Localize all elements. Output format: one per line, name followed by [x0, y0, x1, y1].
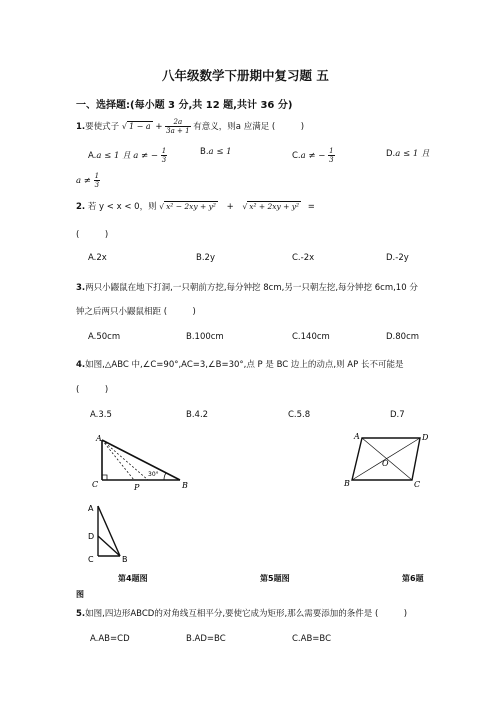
- question-2-plus: +: [226, 202, 234, 212]
- question-5-number: 5.: [76, 609, 86, 619]
- question-3-option-c[interactable]: C.140cm: [292, 332, 330, 342]
- fig4-label-a: A: [96, 434, 102, 443]
- fig6-label-d: D: [88, 532, 95, 541]
- question-3-option-b[interactable]: B.100cm: [186, 332, 224, 342]
- question-2-option-b[interactable]: B.2y: [196, 253, 215, 263]
- option-c-label: C.: [292, 151, 301, 161]
- question-3-option-a[interactable]: A.50cm: [88, 332, 121, 342]
- question-3-line-2: 钟之后两只小鼹鼠相距 ( ): [76, 307, 196, 317]
- fig5-label-o: O: [382, 459, 389, 468]
- question-2-option-d[interactable]: D.-2y: [386, 253, 409, 263]
- fig5-label-b: B: [344, 479, 350, 488]
- question-2-rad2: x² + 2xy + y²: [249, 202, 300, 211]
- frac-one: 1: [329, 147, 334, 155]
- question-1-option-d-cont: [76, 172, 100, 189]
- option-d-cont-text: a ≠: [76, 176, 91, 186]
- question-4-text-1: 如图,△ABC 中,∠C=90°,AC=3,∠B=30°,点 P 是 BC 边上的动点,则 AP 长不可能是: [85, 360, 404, 370]
- frac-one: 1: [161, 147, 167, 155]
- caption-figure-4: 第4题图: [118, 574, 148, 583]
- question-1-radicand: 1 − a: [128, 122, 151, 131]
- figure-6-triangle: [78, 500, 148, 572]
- frac-three: 3: [329, 156, 334, 164]
- question-2-paren: ( ): [76, 230, 109, 240]
- frac-three: 3: [94, 181, 100, 189]
- page-title: 八年级数学下册期中复习题 五: [162, 68, 329, 83]
- fig6-label-c: C: [88, 555, 94, 564]
- fig5-label-c: C: [414, 480, 421, 489]
- option-b-text: a ≤ 1: [208, 147, 232, 157]
- question-4-option-d[interactable]: D.7: [390, 410, 405, 420]
- question-2-number: 2.: [76, 202, 86, 212]
- question-1-stem: 1.要使式子 √ 1 − a + $\frac{2a}{3a + 1}$ 有意义，则a 应满足 ( ): [76, 118, 305, 135]
- question-2-stem: 2. 若 y < x < 0，则 √ x² − 2xy + y² + √ x² + 2xy + y² =: [76, 202, 315, 212]
- question-1-frac-den: 3a + 1: [166, 127, 190, 135]
- figure-4-triangle: [88, 432, 198, 492]
- caption-figure-6: 第6题: [402, 574, 424, 583]
- option-c-text: a ≠ −: [300, 151, 326, 161]
- option-d-text: a ≤ 1 且: [395, 149, 430, 159]
- caption-figure-5: 第5题图: [260, 574, 290, 583]
- question-1-plus: +: [155, 122, 163, 132]
- question-3-option-d[interactable]: D.80cm: [386, 332, 420, 342]
- side-ab: [102, 440, 180, 480]
- question-2-pre: 若 y < x < 0，则: [87, 202, 157, 212]
- frac-three: 3: [161, 156, 167, 164]
- segment-db: [98, 536, 120, 556]
- fig6-label-b: B: [122, 555, 128, 564]
- question-1-number: 1.: [76, 122, 86, 132]
- question-5-line-1: [76, 607, 407, 619]
- question-5-option-c[interactable]: C.AB=BC: [292, 634, 332, 644]
- caption-figure-6-cont: 图: [76, 590, 84, 599]
- question-2-option-a[interactable]: A.2x: [88, 253, 107, 263]
- option-a-text: a ≤ 1 且 a ≠ −: [96, 151, 158, 161]
- question-2-option-c[interactable]: C.-2x: [292, 253, 315, 263]
- question-4-paren: ( ): [76, 385, 109, 395]
- question-4-option-b[interactable]: B.4.2: [186, 410, 209, 420]
- angle-arc: [164, 473, 166, 480]
- question-3-text-1: 两只小鼹鼠在地下打洞,一只朝前方挖,每分钟挖 8cm,另一只朝左挖,每分钟挖 6cm,10 分: [85, 283, 418, 293]
- fig4-angle-label: 30°: [148, 471, 159, 478]
- frac-one: 1: [94, 172, 100, 180]
- fig4-label-p: P: [134, 483, 140, 492]
- question-1-option-b[interactable]: [200, 147, 232, 157]
- question-4-number: 4.: [76, 360, 86, 370]
- question-1-option-c[interactable]: [292, 147, 335, 164]
- question-5-text-1: 如图,四边形ABCD的对角线互相平分,要使它成为矩形,那么需要添加的条件是 ( ): [85, 609, 408, 619]
- question-5-option-b[interactable]: B.AD=BC: [186, 634, 226, 644]
- option-a-label: A.: [88, 151, 97, 161]
- option-d-label: D.: [386, 149, 396, 159]
- question-1-option-d[interactable]: [386, 147, 429, 159]
- question-2-rad1: x² − 2xy + y²: [166, 202, 216, 211]
- question-1-pre: 要使式子: [85, 122, 120, 132]
- side-ab: [98, 506, 120, 556]
- question-3-line-1: [76, 281, 418, 293]
- fig5-label-d: D: [422, 433, 429, 442]
- fig5-label-a: A: [354, 432, 360, 441]
- question-5-option-a[interactable]: A.AB=CD: [90, 634, 130, 644]
- question-1-post: 有意义，则a 应满足 ( ): [193, 122, 305, 132]
- fig4-label-b: B: [182, 481, 188, 490]
- question-4-option-a[interactable]: A.3.5: [90, 410, 112, 420]
- fig6-label-a: A: [88, 504, 94, 513]
- question-4-line-1: [76, 358, 403, 370]
- option-b-label: B.: [200, 147, 209, 157]
- question-2-eq: =: [307, 202, 315, 212]
- question-1-option-a[interactable]: [88, 147, 167, 164]
- fig4-label-c: C: [92, 480, 99, 489]
- section-header: 一、选择题:(每小题 3 分,共 12 题,共计 36 分): [76, 100, 293, 111]
- segment-ap: [102, 440, 134, 480]
- question-1-frac-num: 2a: [165, 118, 190, 127]
- question-4-option-c[interactable]: C.5.8: [288, 410, 311, 420]
- figure-5-parallelogram: [340, 430, 440, 490]
- question-3-number: 3.: [76, 283, 86, 293]
